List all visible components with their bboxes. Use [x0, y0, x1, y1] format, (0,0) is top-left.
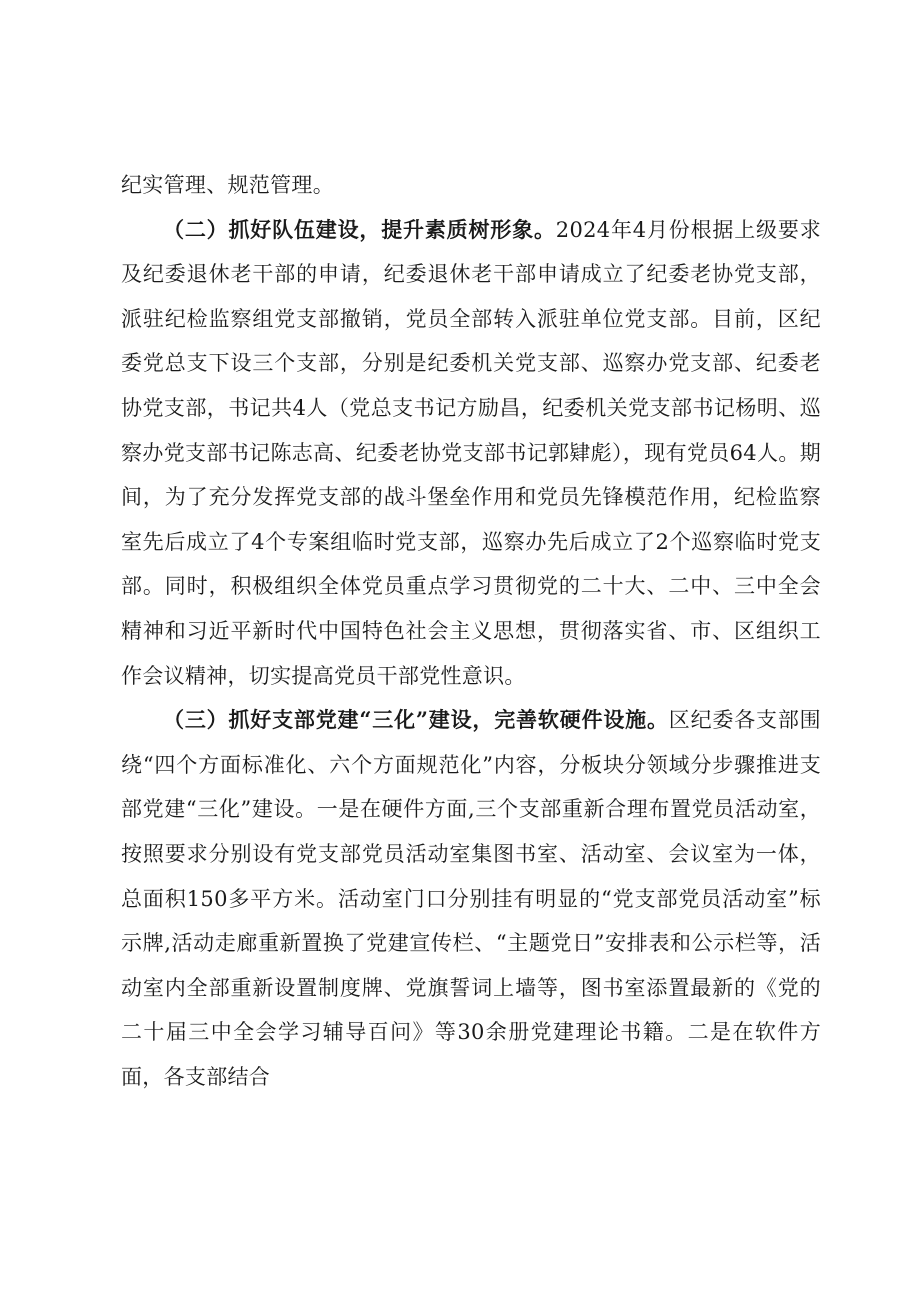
paragraph-text: 2024年4月份根据上级要求及纪委退休老干部的申请，纪委退休老干部申请成立了纪委老协党支部，派驻纪检监察组党支部撤销，党员全部转入派驻单位党支部。目前，区纪委党总支下设三个支部，分别是纪委机关党支部、巡察办党支部、纪委老协党支部，书记共4人（党总支书记方励昌，纪委机关党支部书记杨明、巡察办党支部书记陈志高、纪委老协党支部书记郭肄彪），现有党员64人。期间，为了充分发挥党支部的战斗堡垒作用和党员先锋模范作用，纪检监察室先后成立了4个专案组临时党支部，巡察办先后成立了2个巡察临时党支部。同时，积极组织全体党员重点学习贯彻党的二十大、二中、三中全会精神和习近平新时代中国特色社会主义思想，贯彻落实省、市、区组织工作会议精神，切实提高党员干部党性意识。 [121, 217, 821, 688]
paragraph-team-building [121, 208, 821, 699]
paragraph-text: 区纪委各支部围绕“四个方面标准化、六个方面规范化”内容，分板块分领域分步骤推进支部党建“三化”建设。一是在硬件方面,三个支部重新合理布置党员活动室，按照要求分别设有党支部党员活动室集图书室、活动室、会议室为一体，总面积150多平方米。活动室门口分别挂有明显的“党支部党员活动室”标示牌,活动走廊重新置换了党建宣传栏、“主题党日”安排表和公示栏等，活动室内全部重新设置制度牌、党旗誓词上墙等，图书室添置最新的《党的二十届三中全会学习辅导百问》等30余册党建理论书籍。二是在软件方面，各支部结合 [121, 708, 821, 1089]
section-heading: （三）抓好支部党建“三化”建设，完善软硬件设施。 [163, 707, 669, 733]
paragraph-continuation [121, 163, 821, 208]
section-heading: （二）抓好队伍建设，提升素质树形象。 [163, 216, 556, 242]
paragraph-text: 纪实管理、规范管理。 [121, 173, 334, 197]
document-body [121, 163, 821, 1099]
paragraph-branch-construction [121, 698, 821, 1099]
